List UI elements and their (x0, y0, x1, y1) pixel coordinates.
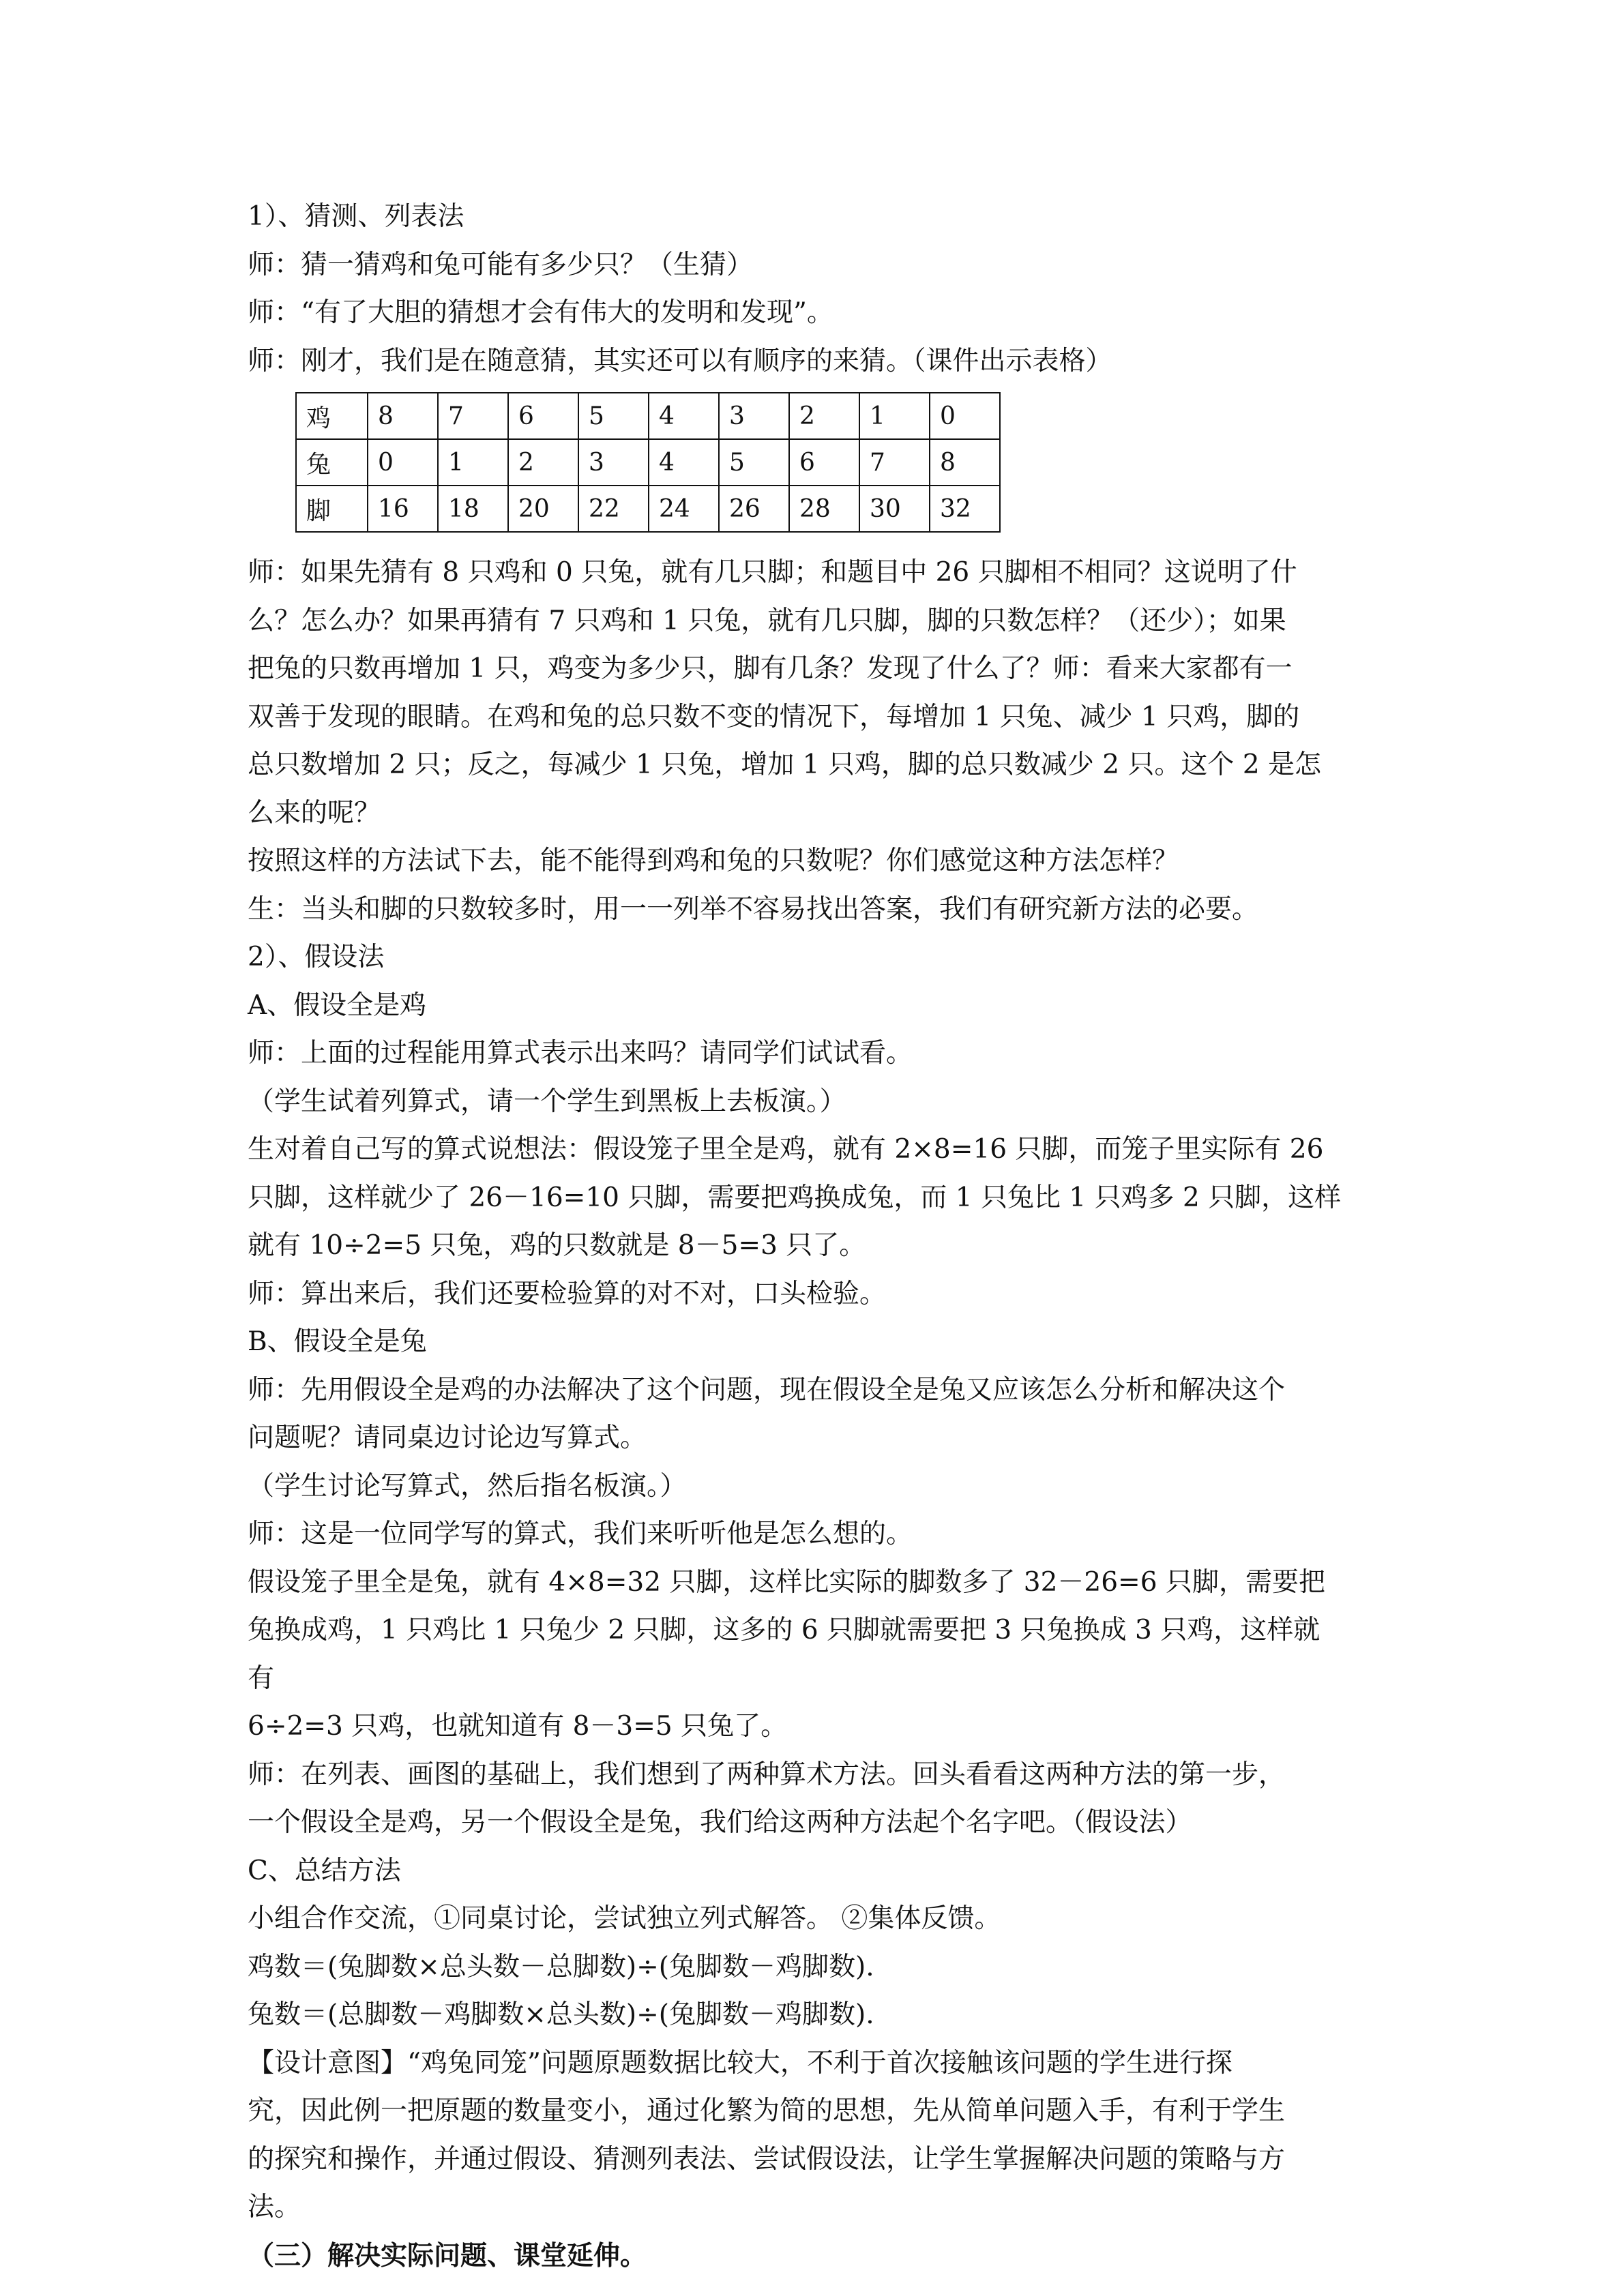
paragraph-line: 小组合作交流，①同桌讨论，尝试独立列式解答。 ②集体反馈。 (248, 1903, 1001, 1934)
formula-chicken: 鸡数＝(兔脚数×总头数－总脚数)÷(兔脚数－鸡脚数). (248, 1951, 874, 1982)
table-cell: 5 (719, 439, 789, 486)
paragraph-line: 么来的呢？ (248, 797, 381, 829)
table-row-rabbit (296, 439, 1000, 486)
paragraph-line: 师：“有了大胆的猜想才会有伟大的发明和发现”。 (248, 297, 833, 328)
paragraph-line: 生对着自己写的算式说想法：假设笼子里全是鸡，就有 2×8=16 只脚，而笼子里实际有 26 (248, 1134, 1324, 1165)
paragraph-line: 师：猜一猜鸡和兔可能有多少只？（生猜） (248, 249, 754, 280)
row-label: 脚 (296, 486, 368, 532)
guess-table (295, 392, 1001, 533)
table-cell: 1 (859, 393, 930, 439)
table-cell: 1 (438, 439, 508, 486)
table-row-feet (296, 486, 1000, 532)
paragraph-line: 双善于发现的眼睛。在鸡和兔的总只数不变的情况下，每增加 1 只兔、减少 1 只鸡，脚的 (248, 701, 1300, 732)
paragraph-line: 师：在列表、画图的基础上，我们想到了两种算术方法。回头看看这两种方法的第一步， (248, 1759, 1286, 1790)
paragraph-line: 有 (248, 1663, 275, 1694)
paragraph-line: 生：当头和脚的只数较多时，用一一列举不容易找出答案，我们有研究新方法的必要。 (248, 893, 1259, 925)
table-cell: 30 (859, 486, 930, 532)
subheading-assume-chicken: A、假设全是鸡 (248, 989, 427, 1021)
subheading-assume-rabbit: B、假设全是兔 (248, 1326, 427, 1357)
paragraph-line: 就有 10÷2=5 只兔，鸡的只数就是 8－5=3 只了。 (248, 1230, 866, 1261)
section-heading: （三）解决实际问题、课堂延伸。 (248, 2239, 647, 2271)
row-label: 鸡 (296, 393, 368, 439)
table-cell: 2 (508, 439, 578, 486)
table-row-chicken (296, 393, 1000, 439)
table-cell: 7 (438, 393, 508, 439)
paragraph-line: 师：上面的过程能用算式表示出来吗？请同学们试试看。 (248, 1038, 913, 1069)
paragraph-line: 6÷2=3 只鸡，也就知道有 8－3=5 只兔了。 (248, 1711, 788, 1742)
table-cell: 5 (578, 393, 649, 439)
table-cell: 0 (930, 393, 1000, 439)
row-label: 兔 (296, 439, 368, 486)
guess-table-container (248, 385, 1380, 549)
paragraph-line: 的探究和操作，并通过假设、猜测列表法、尝试假设法，让学生掌握解决问题的策略与方 (248, 2143, 1286, 2175)
table-cell: 6 (508, 393, 578, 439)
heading-assumption-method: 2）、假设法 (248, 942, 385, 972)
paragraph-line: 师：先用假设全是鸡的办法解决了这个问题，现在假设全是兔又应该怎么分析和解决这个 (248, 1374, 1286, 1405)
paragraph-line: （学生试着列算式，请一个学生到黑板上去板演。） (248, 1086, 846, 1117)
paragraph-line: 一个假设全是鸡，另一个假设全是兔，我们给这两种方法起个名字吧。（假设法） (248, 1807, 1192, 1838)
paragraph-line: 么？怎么办？如果再猜有 7 只鸡和 1 只兔，就有几只脚，脚的只数怎样？（还少）；如果 (248, 605, 1286, 636)
table-cell: 8 (930, 439, 1000, 486)
table-cell: 3 (719, 393, 789, 439)
table-cell: 16 (368, 486, 438, 532)
paragraph-line: 师：刚才，我们是在随意猜，其实还可以有顺序的来猜。（课件出示表格） (248, 345, 1112, 376)
paragraph-line: 按照这样的方法试下去，能不能得到鸡和兔的只数呢？你们感觉这种方法怎样？ (248, 846, 1179, 876)
formula-rabbit: 兔数＝(总脚数－鸡脚数×总头数)÷(兔脚数－鸡脚数). (248, 1999, 874, 2030)
paragraph-line: 法。 (248, 2192, 301, 2222)
table-cell: 3 (578, 439, 649, 486)
paragraph-line: 兔换成鸡，1 只鸡比 1 只兔少 2 只脚，这多的 6 只脚就需要把 3 只兔换成 3 只鸡，这样就 (248, 1615, 1320, 1645)
paragraph-line: 问题呢？请同桌边讨论边写算式。 (248, 1422, 647, 1453)
table-cell: 2 (789, 393, 859, 439)
paragraph-line: 师：算出来后，我们还要检验算的对不对，口头检验。 (248, 1278, 887, 1309)
paragraph-line: 把兔的只数再增加 1 只，鸡变为多少只，脚有几条？发现了什么了？师：看来大家都有一 (248, 653, 1293, 684)
paragraph-line: 假设笼子里全是兔，就有 4×8=32 只脚，这样比实际的脚数多了 32－26=6 只脚，需要把 (248, 1566, 1325, 1598)
paragraph-line: 只脚，这样就少了 26－16=10 只脚，需要把鸡换成兔，而 1 只兔比 1 只鸡多 2 只脚，这样 (248, 1182, 1342, 1213)
table-cell: 26 (719, 486, 789, 532)
table-cell: 20 (508, 486, 578, 532)
table-cell: 28 (789, 486, 859, 532)
table-cell: 18 (438, 486, 508, 532)
paragraph-line: 师：如果先猜有 8 只鸡和 0 只兔，就有几只脚；和题目中 26 只脚相不相同？这说明了什 (248, 557, 1297, 588)
paragraph-line: 总只数增加 2 只；反之，每减少 1 只兔，增加 1 只鸡，脚的总只数减少 2 只。这个 2 是怎 (248, 749, 1322, 780)
table-cell: 0 (368, 439, 438, 486)
paragraph-line: 师：这是一位同学写的算式，我们来听听他是怎么想的。 (248, 1519, 913, 1549)
table-cell: 4 (649, 393, 719, 439)
table-cell: 22 (578, 486, 649, 532)
table-cell: 7 (859, 439, 930, 486)
table-cell: 4 (649, 439, 719, 486)
paragraph-line: 【设计意图】“鸡兔同笼”问题原题数据比较大，不利于首次接触该问题的学生进行探 (248, 2047, 1232, 2078)
paragraph-line: （学生讨论写算式，然后指名板演。） (248, 1470, 687, 1502)
paragraph-line: 究，因此例一把原题的数量变小，通过化繁为简的思想，先从简单问题入手，有利于学生 (248, 2096, 1286, 2126)
subheading-summary-method: C、总结方法 (248, 1855, 401, 1886)
heading-guess-list-method: 1）、猜测、列表法 (248, 201, 464, 232)
table-cell: 6 (789, 439, 859, 486)
table-cell: 8 (368, 393, 438, 439)
document-page (248, 193, 1380, 2280)
table-cell: 32 (930, 486, 1000, 532)
table-cell: 24 (649, 486, 719, 532)
